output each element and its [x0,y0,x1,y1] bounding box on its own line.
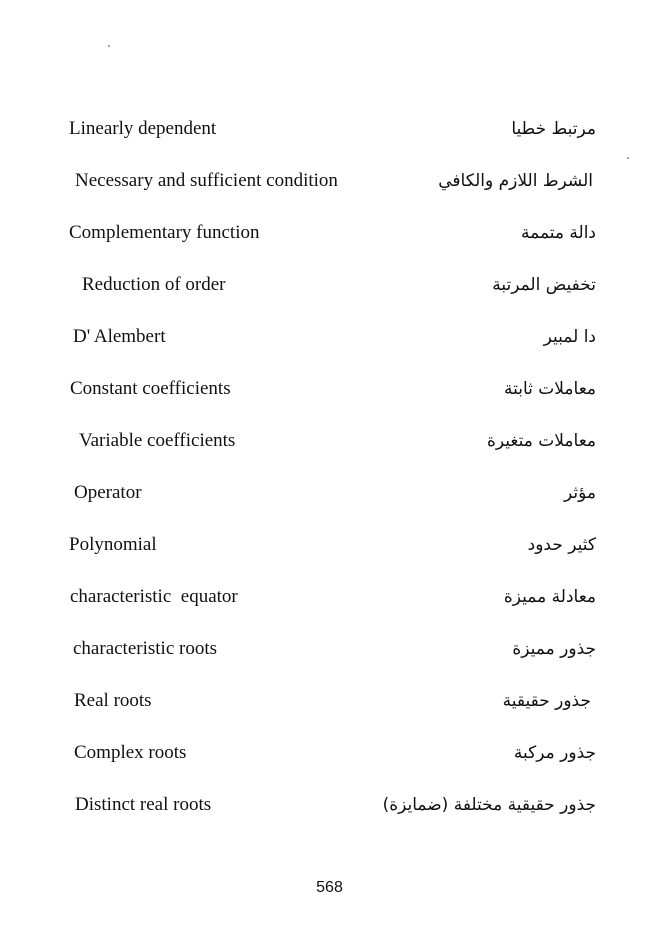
english-term: Constant coefficients [70,378,231,399]
glossary-row [0,740,659,770]
arabic-term: كثير حدود [527,535,596,555]
scan-speck [627,157,629,159]
glossary-row [0,480,659,510]
glossary-row [0,584,659,614]
arabic-term: معاملات ثابتة [503,379,596,399]
english-term: Real roots [74,690,152,711]
arabic-term: مؤثر [564,483,596,503]
glossary-row [0,324,659,354]
glossary-row [0,168,659,198]
english-term: Distinct real roots [75,794,212,815]
arabic-term: معاملات متغيرة [487,431,596,451]
english-term: Operator [74,482,142,503]
glossary-row [0,792,659,822]
arabic-term: مرتبط خطيا [511,119,596,139]
english-term: characteristic roots [73,638,218,659]
scan-speck [108,45,110,47]
english-term: characteristic equator [70,586,238,607]
english-term: D' Alembert [73,326,166,347]
english-term: Linearly dependent [69,118,217,139]
english-term: Complex roots [74,742,187,763]
english-term: Complementary function [69,222,260,243]
english-term: Variable coefficients [79,430,236,451]
glossary-row [0,428,659,458]
arabic-term: جذور حقيقية مختلفة (ضمايزة) [382,795,596,815]
glossary-row [0,688,659,718]
arabic-term: دالة متممة [521,223,596,243]
page-number: 568 [316,879,343,896]
arabic-term: جذور مركبة [513,743,596,763]
glossary-row [0,116,659,146]
english-term: Polynomial [69,534,157,555]
english-term: Necessary and sufficient condition [75,170,338,191]
arabic-term: معادلة مميزة [503,587,596,607]
english-term: Reduction of order [82,274,226,295]
arabic-term: جذور مميزة [512,639,596,659]
glossary-row [0,532,659,562]
glossary-row [0,636,659,666]
glossary-row [0,220,659,250]
arabic-term: دا لمبير [543,327,596,347]
glossary-row [0,376,659,406]
arabic-term: جذور حقيقية [502,691,591,711]
arabic-term: تخفيض المرتبة [492,275,596,295]
glossary-row [0,272,659,302]
arabic-term: الشرط اللازم والكافي [438,171,593,191]
